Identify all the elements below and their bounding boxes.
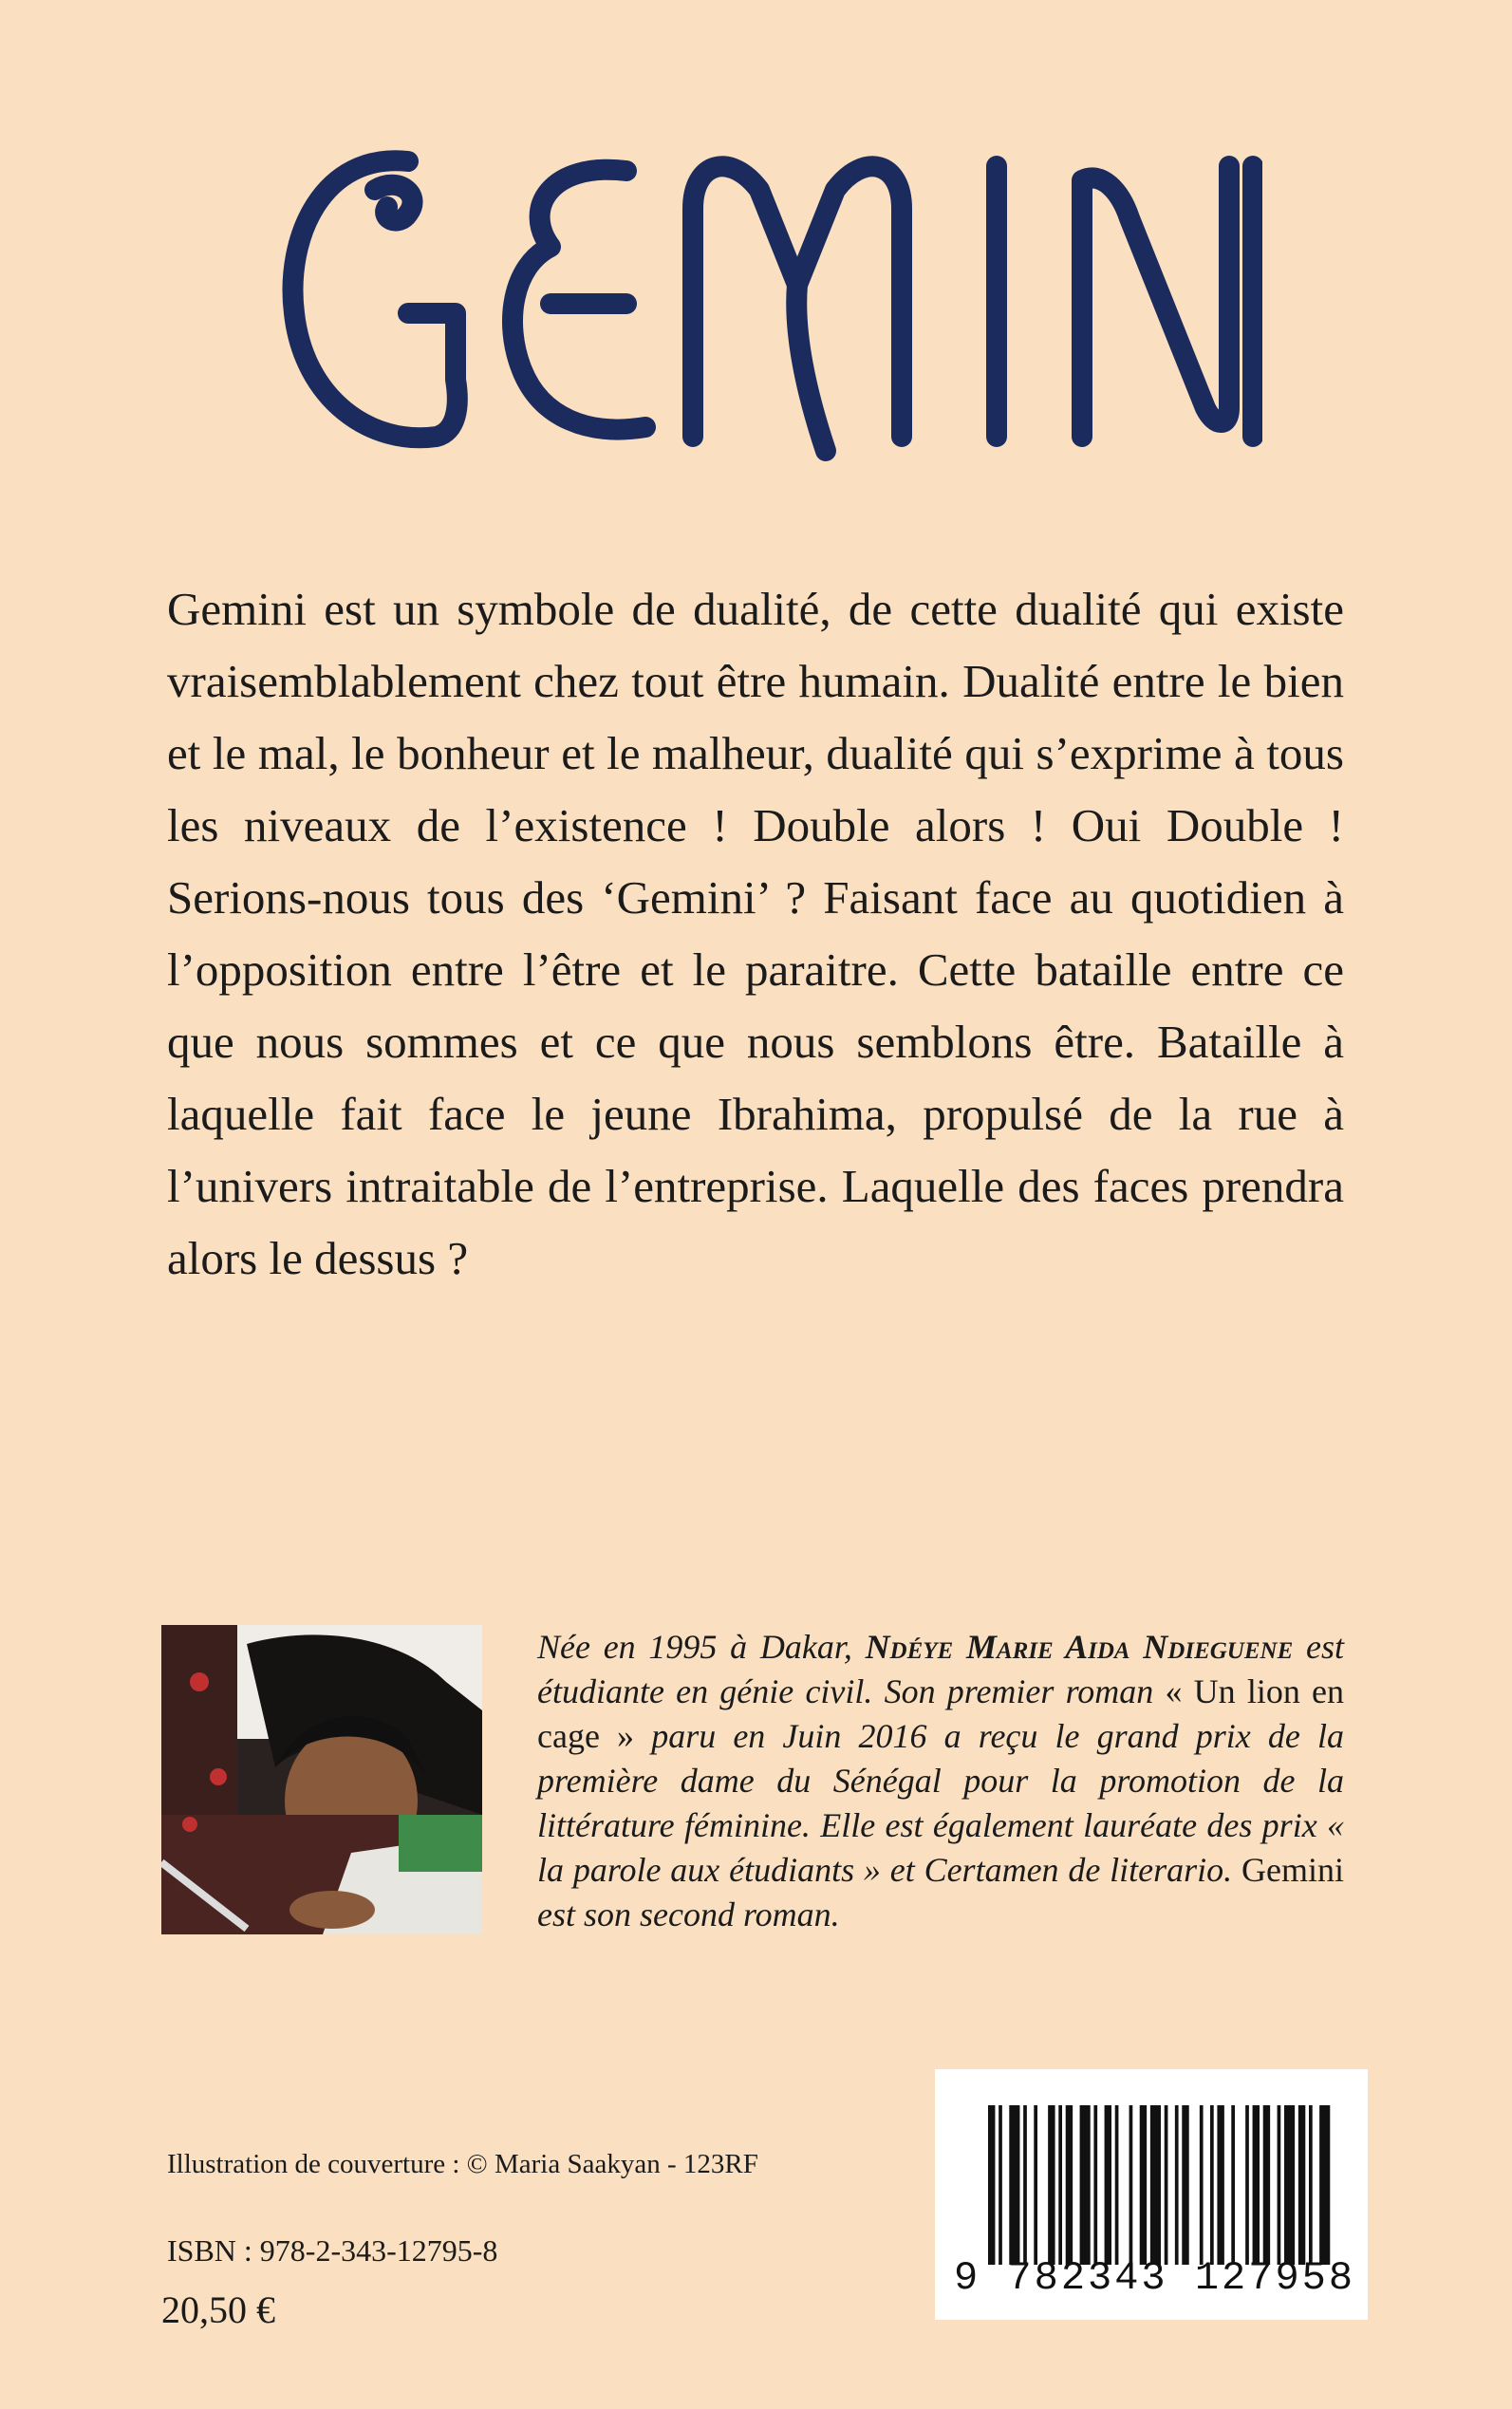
barcode-bar xyxy=(1217,2105,1223,2265)
barcode-bar xyxy=(1129,2105,1133,2265)
author-photo-image xyxy=(161,1625,482,1934)
isbn: ISBN : 978-2-343-12795-8 xyxy=(167,2233,498,2268)
barcode-bar xyxy=(1066,2105,1073,2265)
barcode-bar xyxy=(1231,2105,1235,2265)
bio-part-4: est son second roman. xyxy=(537,1895,840,1933)
barcode-bar xyxy=(1140,2105,1147,2265)
barcode-bar xyxy=(1298,2105,1305,2265)
barcode-bar xyxy=(1115,2105,1119,2265)
barcode-bar xyxy=(999,2105,1002,2265)
barcode-bar xyxy=(1278,2105,1281,2265)
barcode-bar xyxy=(988,2105,995,2265)
illustration-credit: Illustration de couverture : © Maria Saakyan - 123RF xyxy=(167,2149,758,2179)
bio-part-3: paru en Juin 2016 a reçu le grand prix de la première dame du Sénégal pour la promotion de la littérature féminine. Elle est également lauréate des prix « la parole aux étudiants » et Certamen de literario. xyxy=(537,1717,1344,1889)
title-lettering xyxy=(266,123,1262,484)
barcode-bars xyxy=(988,2105,1334,2265)
bio-part-2: est étudiante en génie civil. Son premier roman xyxy=(537,1628,1344,1710)
barcode-bar xyxy=(1263,2105,1270,2265)
barcode-bar xyxy=(1093,2105,1097,2265)
barcode-bar xyxy=(1319,2105,1330,2265)
barcode-bar xyxy=(1175,2105,1179,2265)
barcode-bar xyxy=(1253,2105,1260,2265)
price: 20,50 € xyxy=(161,2288,275,2331)
barcode-bar xyxy=(1245,2105,1249,2265)
barcode-bar xyxy=(1150,2105,1161,2265)
back-cover-blurb: Gemini est un symbole de dualité, de cette dualité qui existe vraisemblablement chez tout être humain. Dualité entre le bien et le mal, le bonheur et le malheur, dualité qui s’exprime à tous les niveaux de l’existence ! Double alors ! Oui Double ! Serions-nous tous des ‘Gemini’ ? Faisant face au quotidien à l’opposition entre l’être et le paraitre. Cette bataille entre ce que nous sommes et ce que nous semblons être. Bataille à laquelle fait face le jeune Ibrahima, propulsé de la rue à l’univers intraitable de l’entreprise. Laquelle des faces prendra alors le dessus ? xyxy=(167,583,1344,1284)
barcode-bar xyxy=(1058,2105,1062,2265)
book-title-ref: Gemini xyxy=(1241,1851,1344,1889)
barcode-bar xyxy=(1009,2105,1019,2265)
author-photo xyxy=(161,1625,482,1934)
barcode-bar xyxy=(1200,2105,1204,2265)
barcode-bar xyxy=(1210,2105,1214,2265)
barcode-bar xyxy=(1165,2105,1168,2265)
book-title xyxy=(266,123,1262,484)
barcode-bar xyxy=(1182,2105,1188,2265)
barcode-bar xyxy=(1080,2105,1091,2265)
barcode xyxy=(935,2069,1368,2320)
barcode-bar xyxy=(1034,2105,1037,2265)
barcode-bar xyxy=(1284,2105,1295,2265)
barcode-digits: 9 782343 127958 xyxy=(954,2255,1356,2301)
author-name: Ndéye Marie Aida Ndieguene xyxy=(865,1628,1294,1666)
barcode-bar xyxy=(1105,2105,1111,2265)
barcode-bar xyxy=(1309,2105,1313,2265)
first-novel-title: « Un lion en cage » xyxy=(537,1672,1344,1755)
bio-part-1: Née en 1995 à Dakar, xyxy=(537,1628,866,1666)
barcode-bar xyxy=(1048,2105,1055,2265)
barcode-bar xyxy=(1023,2105,1027,2265)
author-bio xyxy=(537,1625,1344,1937)
